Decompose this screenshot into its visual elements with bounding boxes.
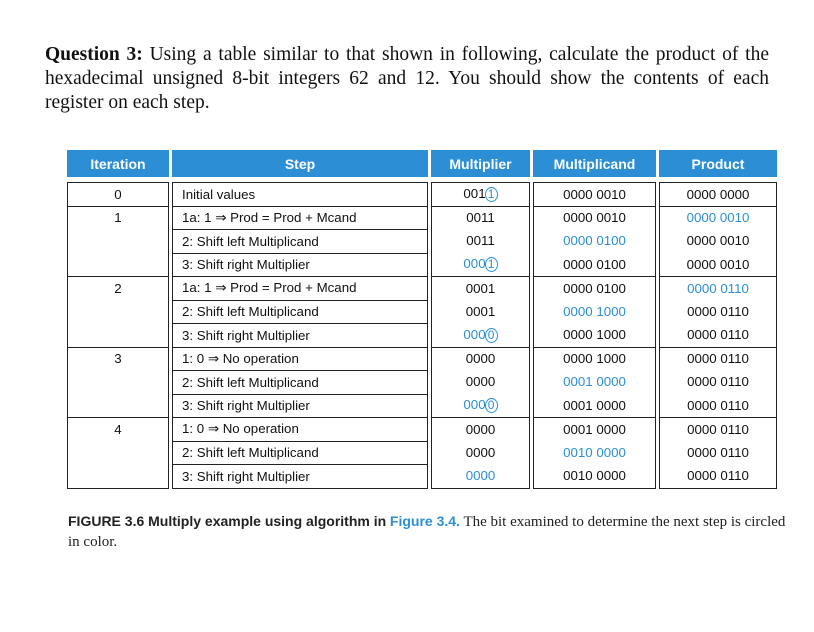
step-cell: 2: Shift left Multiplicand: [172, 300, 428, 324]
step-cell: 2: Shift left Multiplicand: [172, 370, 428, 394]
table-row: [67, 370, 777, 394]
multiplicand-cell: 0000 0100: [533, 253, 656, 277]
multiply-example-table: [64, 150, 780, 489]
multiplier-cell: 0011: [431, 229, 530, 253]
iteration-cell: 1: [67, 206, 169, 230]
product-cell: 0000 0000: [659, 182, 777, 206]
multiplicand-cell: 0000 0100: [533, 276, 656, 300]
multiplicand-cell: 0000 0010: [533, 182, 656, 206]
product-cell: 0000 0010: [659, 229, 777, 253]
table-row: [67, 417, 777, 441]
table-row: [67, 464, 777, 489]
header-iteration: Iteration: [67, 150, 169, 182]
step-cell: 3: Shift right Multiplier: [172, 323, 428, 347]
multiplier-cell: 000 0: [431, 323, 530, 347]
table-row: [67, 276, 777, 300]
question-label: Question 3:: [45, 44, 143, 65]
table-row: [67, 394, 777, 418]
multiplier-cell: 0000: [431, 370, 530, 394]
circled-bit: 0: [485, 328, 498, 343]
multiplier-cell: 001 1: [431, 182, 530, 206]
step-cell: 3: Shift right Multiplier: [172, 253, 428, 277]
step-cell: 1a: 1 ⇒ Prod = Prod + Mcand: [172, 206, 428, 230]
product-cell: 0000 0110: [659, 394, 777, 418]
question-text: [45, 43, 769, 115]
iteration-cell: [67, 253, 169, 277]
product-cell: 0000 0110: [659, 370, 777, 394]
circled-bit: 1: [485, 257, 498, 272]
multiplicand-cell: 0010 0000: [533, 464, 656, 489]
multiplier-cell: 0000: [431, 441, 530, 465]
product-cell: 0000 0110: [659, 417, 777, 441]
multiplicand-cell: 0001 0000: [533, 370, 656, 394]
circled-bit: 1: [485, 187, 498, 202]
multiplier-cell: 0001: [431, 300, 530, 324]
iteration-cell: 4: [67, 417, 169, 441]
multiplier-cell: 0011: [431, 206, 530, 230]
product-cell: 0000 0110: [659, 441, 777, 465]
table-row: [67, 253, 777, 277]
header-multiplicand: Multiplicand: [533, 150, 656, 182]
caption-text: The bit examined to determine the next step is circled in color.: [68, 514, 786, 550]
product-cell: 0000 0110: [659, 276, 777, 300]
multiplier-cell: 0000: [431, 347, 530, 371]
multiplicand-cell: 0000 0100: [533, 229, 656, 253]
question-body: Using a table similar to that shown in following, calculate the product of the hexadecimal unsigned 8-bit integers 62 and 12. You should show the contents of each register on each step.: [45, 44, 770, 113]
multiplicand-cell: 0000 1000: [533, 347, 656, 371]
caption-label: FIGURE 3.6 Multiply example using algorithm in: [68, 513, 387, 529]
step-cell: 1: 0 ⇒ No operation: [172, 347, 428, 371]
iteration-cell: [67, 370, 169, 394]
iteration-cell: 0: [67, 182, 169, 206]
multiplier-cell: 000 0: [431, 394, 530, 418]
product-cell: 0000 0110: [659, 464, 777, 489]
step-cell: 2: Shift left Multiplicand: [172, 229, 428, 253]
header-multiplier: Multiplier: [431, 150, 530, 182]
iteration-cell: 3: [67, 347, 169, 371]
step-cell: 1: 0 ⇒ No operation: [172, 417, 428, 441]
multiplicand-cell: 0001 0000: [533, 417, 656, 441]
table-row: [67, 323, 777, 347]
header-product: Product: [659, 150, 777, 182]
multiplier-cell: 0000: [431, 464, 530, 489]
step-cell: 1a: 1 ⇒ Prod = Prod + Mcand: [172, 276, 428, 300]
multiplicand-cell: 0001 0000: [533, 394, 656, 418]
multiplicand-cell: 0000 0010: [533, 206, 656, 230]
iteration-cell: [67, 300, 169, 324]
multiplier-cell: 000 1: [431, 253, 530, 277]
multiplier-cell: 0001: [431, 276, 530, 300]
caption-figure-ref: Figure 3.4.: [389, 513, 460, 529]
table-header-row: [67, 150, 777, 182]
table-row: [67, 229, 777, 253]
iteration-cell: [67, 229, 169, 253]
multiplier-cell: 0000: [431, 417, 530, 441]
multiplicand-cell: 0000 1000: [533, 300, 656, 324]
table-row: [67, 441, 777, 465]
iteration-cell: [67, 323, 169, 347]
product-cell: 0000 0110: [659, 323, 777, 347]
table-row: [67, 206, 777, 230]
step-cell: 2: Shift left Multiplicand: [172, 441, 428, 465]
multiplicand-cell: 0010 0000: [533, 441, 656, 465]
header-step: Step: [172, 150, 428, 182]
table-row: [67, 347, 777, 371]
iteration-cell: 2: [67, 276, 169, 300]
product-cell: 0000 0010: [659, 253, 777, 277]
iteration-cell: [67, 441, 169, 465]
circled-bit: 0: [485, 398, 498, 413]
product-cell: 0000 0010: [659, 206, 777, 230]
table-row: [67, 300, 777, 324]
iteration-cell: [67, 464, 169, 489]
iteration-cell: [67, 394, 169, 418]
multiplicand-cell: 0000 1000: [533, 323, 656, 347]
figure-caption: [68, 511, 798, 552]
table-row: [67, 182, 777, 206]
step-cell: Initial values: [172, 182, 428, 206]
step-cell: 3: Shift right Multiplier: [172, 394, 428, 418]
step-cell: 3: Shift right Multiplier: [172, 464, 428, 489]
product-cell: 0000 0110: [659, 347, 777, 371]
product-cell: 0000 0110: [659, 300, 777, 324]
